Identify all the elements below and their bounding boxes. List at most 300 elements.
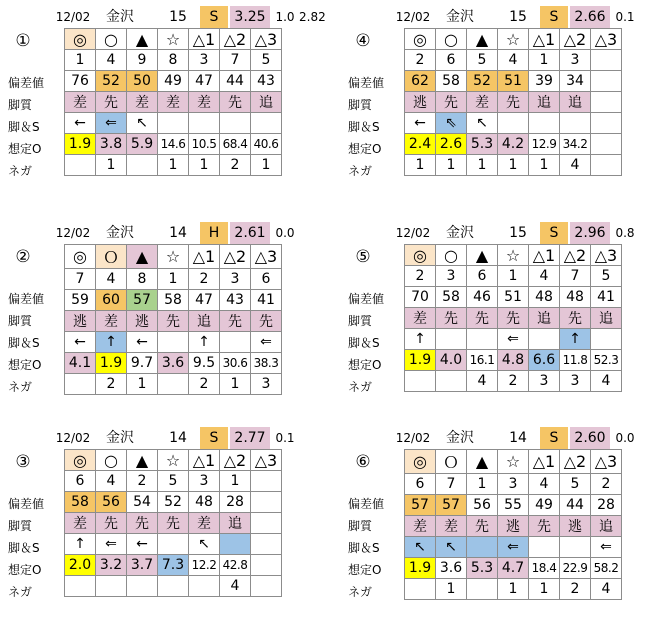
row-label: 脚質 xyxy=(8,519,33,533)
nega-cell xyxy=(96,576,127,597)
horse-number-cell: 1 xyxy=(467,474,498,495)
leg-speed-cell xyxy=(467,537,498,558)
nega-cell: 2 xyxy=(560,579,591,600)
odds-cell: 14.6 xyxy=(158,134,189,155)
mark-cell: △2 xyxy=(220,245,251,269)
row-label: 脚質 xyxy=(8,314,33,328)
race-panel xyxy=(346,6,660,206)
label-spacer xyxy=(346,471,404,493)
odds-cell: 1.9 xyxy=(405,558,436,579)
header-grade: S xyxy=(540,427,568,449)
race-header xyxy=(346,427,660,449)
header-grade: S xyxy=(540,222,568,244)
nega-cell xyxy=(436,371,467,392)
odds-cell: 3.8 xyxy=(96,134,127,155)
leg-speed-cell: ↖ xyxy=(467,113,498,134)
running-style-cell: 差 xyxy=(405,308,436,329)
odds-cell: 58.2 xyxy=(591,558,622,579)
mark-cell: △1 xyxy=(189,29,220,50)
deviation-cell: 44 xyxy=(220,71,251,92)
nega-cell: 1 xyxy=(436,579,467,600)
odds-cell: 9.7 xyxy=(127,353,158,374)
odds-cell: 4.0 xyxy=(436,350,467,371)
header-r2: 0.0 xyxy=(615,431,635,445)
row-label: 脚質 xyxy=(8,98,33,112)
nega-cell xyxy=(591,155,622,176)
deviation-cell: 56 xyxy=(467,495,498,516)
leg-speed-cell xyxy=(529,329,560,350)
horse-number-cell xyxy=(591,50,622,71)
row-labels xyxy=(346,449,404,603)
grid-row xyxy=(65,71,282,92)
odds-cell: 4.8 xyxy=(498,350,529,371)
deviation-cell: 58 xyxy=(158,290,189,311)
leg-speed-cell xyxy=(158,534,189,555)
header-r1: 2.66 xyxy=(570,6,610,28)
grid-row xyxy=(405,245,622,266)
mark-cell: △1 xyxy=(189,245,220,269)
nega-cell: 3 xyxy=(529,371,560,392)
running-style-cell: 逃 xyxy=(127,311,158,332)
deviation-cell: 51 xyxy=(498,287,529,308)
race-panel xyxy=(346,427,660,627)
race-panel xyxy=(6,427,326,627)
mark-cell: ◎ xyxy=(405,450,436,474)
grid-row xyxy=(65,245,282,269)
nega-cell xyxy=(65,576,96,597)
grid-row xyxy=(65,290,282,311)
row-labels xyxy=(6,244,64,398)
grid-row xyxy=(65,471,282,492)
horse-number-cell: 2 xyxy=(405,50,436,71)
mark-cell: Ｏ xyxy=(96,245,127,269)
horse-number-cell: 2 xyxy=(591,474,622,495)
deviation-cell: 70 xyxy=(405,287,436,308)
odds-cell: 18.4 xyxy=(529,558,560,579)
leg-speed-cell xyxy=(251,113,282,134)
horse-number-cell: 4 xyxy=(96,269,127,290)
mark-cell: △3 xyxy=(591,29,622,50)
mark-cell: ▲ xyxy=(127,450,158,471)
header-venue: 金沢 xyxy=(106,430,134,446)
odds-cell: 5.3 xyxy=(467,134,498,155)
grid-row xyxy=(405,29,622,50)
running-style-cell: 追 xyxy=(220,513,251,534)
leg-speed-cell: ↖ xyxy=(127,113,158,134)
running-style-cell: 先 xyxy=(560,308,591,329)
nega-cell xyxy=(405,371,436,392)
mark-cell: ☆ xyxy=(498,450,529,474)
running-style-cell: 差 xyxy=(96,311,127,332)
mark-cell: ☆ xyxy=(498,245,529,266)
grid-row xyxy=(65,555,282,576)
nega-cell xyxy=(158,576,189,597)
header-r1: 2.61 xyxy=(230,222,270,244)
race-grid xyxy=(64,449,282,597)
odds-cell: 1.9 xyxy=(96,353,127,374)
horse-number-cell: 4 xyxy=(96,471,127,492)
race-header xyxy=(6,427,326,449)
odds-cell: 2.6 xyxy=(436,134,467,155)
running-style-cell: 追 xyxy=(560,92,591,113)
row-label: 偏差値 xyxy=(8,292,45,306)
row-label: 想定O xyxy=(348,142,382,156)
header-r1: 2.96 xyxy=(570,222,610,244)
odds-cell: 12.2 xyxy=(189,555,220,576)
header-grade: H xyxy=(200,222,228,244)
header-date: 12/02 xyxy=(395,10,431,24)
running-style-cell: 先 xyxy=(436,308,467,329)
grid-row xyxy=(405,371,622,392)
header-r2: 0.8 xyxy=(615,226,635,240)
race-header xyxy=(346,6,660,28)
odds-cell: 7.3 xyxy=(158,555,189,576)
leg-speed-cell: ↑ xyxy=(65,534,96,555)
header-r1: 2.77 xyxy=(230,427,270,449)
nega-cell: 3 xyxy=(251,374,282,395)
odds-cell: 38.3 xyxy=(251,353,282,374)
leg-speed-cell: ⇐ xyxy=(96,534,127,555)
row-label: 偏差値 xyxy=(8,497,45,511)
row-label: ネガ xyxy=(348,164,373,178)
running-style-cell: 差 xyxy=(65,92,96,113)
row-label: 想定O xyxy=(8,563,42,577)
odds-cell: 11.8 xyxy=(560,350,591,371)
mark-cell: △1 xyxy=(189,450,220,471)
horse-number-cell: 2 xyxy=(189,269,220,290)
horse-number-cell: 4 xyxy=(96,50,127,71)
leg-speed-cell xyxy=(436,329,467,350)
nega-cell: 1 xyxy=(436,155,467,176)
leg-speed-cell xyxy=(498,113,529,134)
mark-cell: △1 xyxy=(529,29,560,50)
grid-row xyxy=(405,474,622,495)
horse-number-cell: 3 xyxy=(436,266,467,287)
leg-speed-cell: ⇐ xyxy=(96,113,127,134)
label-spacer xyxy=(346,449,404,471)
race-panel xyxy=(6,6,326,206)
header-venue: 金沢 xyxy=(446,225,474,241)
horse-number-cell: 5 xyxy=(467,50,498,71)
horse-number-cell: 8 xyxy=(127,269,158,290)
odds-cell: 5.9 xyxy=(127,134,158,155)
deviation-cell: 48 xyxy=(529,287,560,308)
race-panel xyxy=(346,222,660,422)
grid-row xyxy=(405,134,622,155)
header-r3 xyxy=(299,222,325,244)
header-r3 xyxy=(639,222,660,244)
odds-cell: 4.2 xyxy=(498,134,529,155)
horse-number-cell: 3 xyxy=(220,269,251,290)
deviation-cell: 52 xyxy=(96,71,127,92)
odds-cell: 40.6 xyxy=(251,134,282,155)
nega-cell: 1 xyxy=(158,155,189,176)
odds-cell: 22.9 xyxy=(560,558,591,579)
deviation-cell: 44 xyxy=(560,495,591,516)
leg-speed-cell xyxy=(220,534,251,555)
nega-cell xyxy=(65,374,96,395)
grid-row xyxy=(65,92,282,113)
deviation-cell: 28 xyxy=(220,492,251,513)
nega-cell xyxy=(127,576,158,597)
deviation-cell: 76 xyxy=(65,71,96,92)
race-header xyxy=(6,222,326,244)
grid-row xyxy=(405,579,622,600)
leg-speed-cell: ↑ xyxy=(189,332,220,353)
running-style-cell: 先 xyxy=(498,308,529,329)
header-r1: 3.25 xyxy=(230,6,270,28)
horse-number-cell: 4 xyxy=(529,474,560,495)
leg-speed-cell: ⇐ xyxy=(498,537,529,558)
running-style-cell xyxy=(591,92,622,113)
mark-cell: Ｏ xyxy=(436,450,467,474)
running-style-cell: 差 xyxy=(405,516,436,537)
deviation-cell xyxy=(591,71,622,92)
row-labels xyxy=(6,449,64,603)
mark-cell: ○ xyxy=(436,245,467,266)
header-venue: 金沢 xyxy=(106,225,134,241)
odds-cell: 52.3 xyxy=(591,350,622,371)
mark-cell: ▲ xyxy=(467,450,498,474)
header-date: 12/02 xyxy=(55,431,91,445)
header-r3 xyxy=(639,6,660,28)
header-r1: 2.60 xyxy=(570,427,610,449)
deviation-cell: 47 xyxy=(189,290,220,311)
odds-cell xyxy=(591,134,622,155)
odds-cell: 3.6 xyxy=(158,353,189,374)
label-spacer xyxy=(6,50,64,72)
horse-number-cell: 7 xyxy=(560,266,591,287)
odds-cell: 3.2 xyxy=(96,555,127,576)
header-r2: 0.0 xyxy=(275,226,295,240)
header-date: 12/02 xyxy=(55,10,91,24)
running-style-cell: 逃 xyxy=(498,516,529,537)
deviation-cell: 28 xyxy=(591,495,622,516)
running-style-cell: 追 xyxy=(591,516,622,537)
mark-cell: ◎ xyxy=(405,245,436,266)
nega-cell: 1 xyxy=(96,155,127,176)
deviation-cell: 43 xyxy=(251,71,282,92)
row-label: 脚質 xyxy=(348,98,373,112)
deviation-cell: 57 xyxy=(405,495,436,516)
label-spacer xyxy=(6,449,64,471)
mark-cell: △3 xyxy=(251,29,282,50)
header-count: 14 xyxy=(169,430,187,446)
deviation-cell: 48 xyxy=(560,287,591,308)
header-date: 12/02 xyxy=(395,226,431,240)
leg-speed-cell xyxy=(560,537,591,558)
running-style-cell xyxy=(251,513,282,534)
deviation-cell: 57 xyxy=(127,290,158,311)
running-style-cell: 先 xyxy=(467,308,498,329)
row-label: 偏差値 xyxy=(348,497,385,511)
row-label: ネガ xyxy=(348,380,373,394)
mark-cell: ○ xyxy=(96,450,127,471)
header-grade: S xyxy=(540,6,568,28)
running-style-cell: 先 xyxy=(436,92,467,113)
grid-row xyxy=(405,329,622,350)
mark-cell: ▲ xyxy=(127,29,158,50)
leg-speed-cell xyxy=(467,329,498,350)
leg-speed-cell: ← xyxy=(127,534,158,555)
nega-cell: 1 xyxy=(467,155,498,176)
odds-cell: 34.2 xyxy=(560,134,591,155)
deviation-cell: 55 xyxy=(498,495,529,516)
horse-number-cell: 2 xyxy=(405,266,436,287)
mark-cell: ○ xyxy=(96,29,127,50)
grid-row xyxy=(405,155,622,176)
grid-row xyxy=(65,134,282,155)
row-label: 脚＆S xyxy=(8,120,40,134)
leg-speed-cell xyxy=(591,329,622,350)
grid-row xyxy=(65,534,282,555)
label-spacer xyxy=(6,244,64,266)
label-spacer xyxy=(346,266,404,288)
grid-row xyxy=(65,332,282,353)
nega-cell xyxy=(467,579,498,600)
horse-number-cell: 1 xyxy=(65,50,96,71)
race-header xyxy=(6,6,326,28)
grid-row xyxy=(405,537,622,558)
grid-row xyxy=(405,92,622,113)
nega-cell: 2 xyxy=(96,374,127,395)
odds-cell: 1.9 xyxy=(65,134,96,155)
header-r3: 2.82 xyxy=(299,10,326,24)
header-date: 12/02 xyxy=(55,226,91,240)
odds-cell: 1.9 xyxy=(405,350,436,371)
mark-cell: △3 xyxy=(591,450,622,474)
mark-cell: △3 xyxy=(251,450,282,471)
deviation-cell: 43 xyxy=(220,290,251,311)
header-r2: 0.1 xyxy=(275,431,295,445)
header-date: 12/02 xyxy=(395,431,431,445)
nega-cell: 1 xyxy=(189,155,220,176)
header-count: 14 xyxy=(509,430,527,446)
grid-row xyxy=(405,50,622,71)
mark-cell: ◎ xyxy=(405,29,436,50)
row-labels xyxy=(6,28,64,182)
race-grid xyxy=(404,28,622,176)
row-label: ネガ xyxy=(8,585,33,599)
deviation-cell: 58 xyxy=(65,492,96,513)
leg-speed-cell: ↑ xyxy=(96,332,127,353)
running-style-cell: 逃 xyxy=(560,516,591,537)
odds-cell: 68.4 xyxy=(220,134,251,155)
deviation-cell: 54 xyxy=(127,492,158,513)
leg-speed-cell: ← xyxy=(405,113,436,134)
deviation-cell: 59 xyxy=(65,290,96,311)
leg-speed-cell xyxy=(251,534,282,555)
running-style-cell: 差 xyxy=(467,92,498,113)
nega-cell xyxy=(158,374,189,395)
deviation-cell: 62 xyxy=(405,71,436,92)
grid-row xyxy=(405,558,622,579)
label-spacer xyxy=(346,28,404,50)
odds-cell xyxy=(251,555,282,576)
odds-cell: 30.6 xyxy=(220,353,251,374)
mark-cell: ▲ xyxy=(127,245,158,269)
grid-row xyxy=(405,495,622,516)
race-grid xyxy=(404,449,622,600)
race-header xyxy=(346,222,660,244)
horse-number-cell: 3 xyxy=(189,50,220,71)
row-label: ネガ xyxy=(348,585,373,599)
odds-cell: 3.6 xyxy=(436,558,467,579)
header-grade: S xyxy=(200,427,228,449)
row-label: 想定O xyxy=(8,358,42,372)
leg-speed-cell: ↖ xyxy=(189,534,220,555)
horse-number-cell: 8 xyxy=(158,50,189,71)
header-r3 xyxy=(639,427,660,449)
horse-number-cell xyxy=(251,471,282,492)
label-spacer xyxy=(6,471,64,493)
horse-number-cell: 1 xyxy=(158,269,189,290)
label-spacer xyxy=(6,28,64,50)
running-style-cell: 追 xyxy=(529,92,560,113)
deviation-cell: 50 xyxy=(127,71,158,92)
horse-number-cell: 5 xyxy=(158,471,189,492)
mark-cell: ○ xyxy=(436,29,467,50)
deviation-cell: 57 xyxy=(436,495,467,516)
header-r3 xyxy=(299,427,325,449)
horse-number-cell: 3 xyxy=(498,474,529,495)
running-style-cell: 追 xyxy=(591,308,622,329)
deviation-cell: 58 xyxy=(436,287,467,308)
header-r2: 0.1 xyxy=(615,10,635,24)
row-label: 脚＆S xyxy=(348,541,380,555)
leg-speed-cell xyxy=(220,332,251,353)
row-label: 想定O xyxy=(348,563,382,577)
grid-row xyxy=(65,492,282,513)
deviation-cell: 46 xyxy=(467,287,498,308)
horse-number-cell: 6 xyxy=(65,471,96,492)
row-label: 脚＆S xyxy=(8,336,40,350)
row-label: 偏差値 xyxy=(8,76,45,90)
running-style-cell: 先 xyxy=(127,513,158,534)
leg-speed-cell xyxy=(158,332,189,353)
grid-row xyxy=(65,353,282,374)
odds-cell: 42.8 xyxy=(220,555,251,576)
running-style-cell: 逃 xyxy=(405,92,436,113)
odds-cell: 2.4 xyxy=(405,134,436,155)
race-grid xyxy=(64,244,282,395)
row-label: 想定O xyxy=(8,142,42,156)
running-style-cell: 差 xyxy=(436,516,467,537)
grid-row xyxy=(405,308,622,329)
deviation-cell: 58 xyxy=(436,71,467,92)
leg-speed-cell xyxy=(591,113,622,134)
mark-cell: ☆ xyxy=(498,29,529,50)
row-label: 脚＆S xyxy=(348,120,380,134)
row-label: 脚質 xyxy=(348,519,373,533)
leg-speed-cell: ↑ xyxy=(560,329,591,350)
race-number: ⑤ xyxy=(355,247,371,267)
grid-row xyxy=(65,576,282,597)
deviation-cell: 56 xyxy=(96,492,127,513)
mark-cell: ☆ xyxy=(158,450,189,471)
grid-row xyxy=(65,311,282,332)
leg-speed-cell: ⇐ xyxy=(251,332,282,353)
deviation-cell: 47 xyxy=(189,71,220,92)
horse-number-cell: 5 xyxy=(591,266,622,287)
running-style-cell: 差 xyxy=(189,92,220,113)
grid-row xyxy=(405,71,622,92)
leg-speed-cell: ⇐ xyxy=(591,537,622,558)
row-labels xyxy=(346,28,404,182)
row-label: 偏差値 xyxy=(348,76,385,90)
deviation-cell: 60 xyxy=(96,290,127,311)
leg-speed-cell: ↑ xyxy=(405,329,436,350)
